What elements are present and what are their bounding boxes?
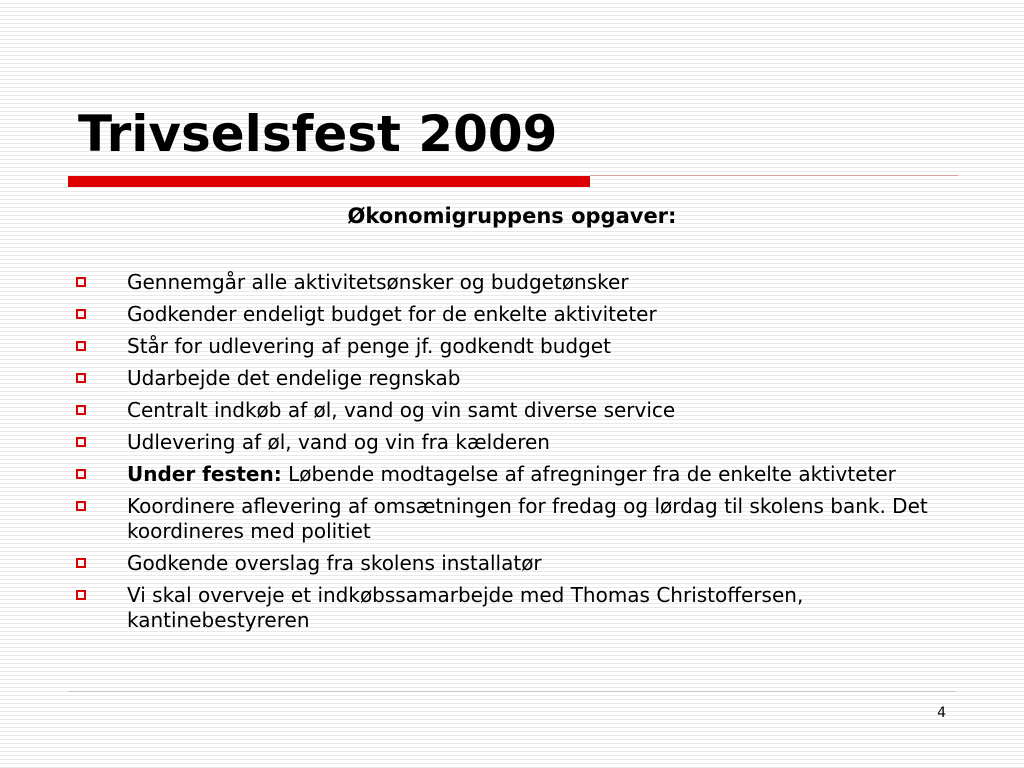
square-bullet-icon	[76, 405, 86, 415]
title-accent-bar	[68, 176, 590, 187]
slide-title: Trivselsfest 2009	[78, 105, 558, 163]
title-divider-line	[590, 175, 958, 176]
list-item-text: Vi skal overveje et indkøbssamarbejde med Thomas Christoffersen, kantinebestyreren	[127, 583, 804, 632]
list-item	[76, 462, 956, 487]
square-bullet-icon	[76, 590, 86, 600]
list-item-text: Godkende overslag fra skolens installatør	[127, 551, 542, 575]
list-item-text: Udarbejde det endelige regnskab	[127, 366, 461, 390]
square-bullet-icon	[76, 373, 86, 383]
list-item	[76, 494, 956, 544]
list-item	[76, 302, 956, 327]
list-item	[76, 583, 956, 633]
page-number: 4	[937, 705, 946, 721]
task-list	[76, 270, 956, 640]
list-item	[76, 334, 956, 359]
square-bullet-icon	[76, 437, 86, 447]
square-bullet-icon	[76, 277, 86, 287]
list-item-text: Løbende modtagelse af afregninger fra de enkelte aktivteter	[288, 462, 896, 486]
list-item	[76, 270, 956, 295]
list-item-text: Centralt indkøb af øl, vand og vin samt diverse service	[127, 398, 676, 422]
list-item	[76, 551, 956, 576]
slide-subtitle: Økonomigruppens opgaver:	[347, 204, 677, 228]
square-bullet-icon	[76, 341, 86, 351]
square-bullet-icon	[76, 558, 86, 568]
list-item-text: Godkender endeligt budget for de enkelte aktiviteter	[127, 302, 657, 326]
footer-divider-line	[68, 691, 956, 692]
list-item-text: Står for udlevering af penge jf. godkendt budget	[127, 334, 611, 358]
square-bullet-icon	[76, 309, 86, 319]
list-item	[76, 430, 956, 455]
list-item-text: Gennemgår alle aktivitetsønsker og budgetønsker	[127, 270, 629, 294]
list-item	[76, 398, 956, 423]
square-bullet-icon	[76, 469, 86, 479]
list-item	[76, 366, 956, 391]
square-bullet-icon	[76, 501, 86, 511]
list-item-text: Koordinere aflevering af omsætningen for fredag og lørdag til skolens bank. Det koordineres med politiet	[127, 494, 928, 543]
list-item-text: Udlevering af øl, vand og vin fra kælderen	[127, 430, 550, 454]
list-item-bold-lead: Under festen:	[127, 462, 282, 486]
